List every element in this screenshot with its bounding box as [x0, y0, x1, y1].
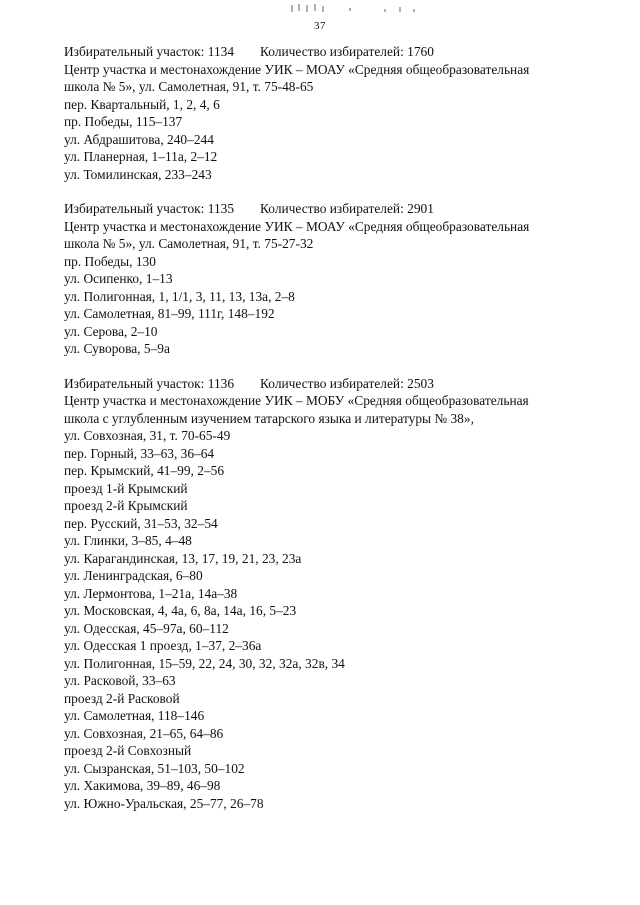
street-entry: проезд 2-й Расковой [64, 690, 180, 706]
voter-count: Количество избирателей: 1760 [260, 44, 434, 59]
street-entry: ул. Глинки, 3–85, 4–48 [64, 533, 192, 548]
voter-count: Количество избирателей: 2901 [260, 201, 434, 216]
street-entry: ул. Полигонная, 15–59, 22, 24, 30, 32, 32а, 32в, 34 [64, 655, 345, 671]
street-entry: ул. Московская, 4, 4а, 6, 8а, 14а, 16, 5–23 [64, 603, 297, 618]
station-header [64, 43, 624, 61]
street-entry: ул. Самолетная, 81–99, 111г, 148–192 [64, 306, 275, 321]
street-entry: ул. Планерная, 1–11а, 2–12 [64, 149, 218, 164]
street-entry: пер. Горный, 33–63, 36–64 [64, 445, 215, 461]
street-entry: пр. Победы, 115–137 [64, 114, 183, 129]
street-entry: ул. Совхозная, 21–65, 64–86 [64, 725, 224, 741]
street-entry: ул. Серова, 2–10 [64, 323, 158, 339]
polling-station-1136 [64, 375, 624, 813]
street-entry: ул. Полигонная, 1, 1/1, 3, 11, 13, 13а, 2–8 [64, 288, 295, 304]
street-entry: ул. Южно-Уральская, 25–77, 26–78 [64, 795, 264, 811]
street-entry: ул. Абдрашитова, 240–244 [64, 131, 214, 147]
street-entry: ул. Лермонтова, 1–21а, 14а–38 [64, 585, 238, 601]
station-number: Избирательный участок: 1135 [64, 201, 235, 216]
center-location: Центр участка и местонахождение УИК – МОАУ «Средняя общеобразовательная [64, 61, 530, 77]
street-entry: ул. Ленинградская, 6–80 [64, 568, 203, 583]
center-address: школа № 5», ул. Самолетная, 91, т. 75-27-32 [64, 236, 314, 251]
street-entry: ул. Сызранская, 51–103, 50–102 [64, 760, 245, 776]
street-entry: проезд 2-й Крымский [64, 498, 188, 513]
scan-artifact-marks [290, 3, 420, 15]
station-number: Избирательный участок: 1134 [64, 44, 235, 59]
station-header [64, 375, 624, 393]
street-entry: ул. Осипенко, 1–13 [64, 271, 173, 286]
street-entry: пер. Крымский, 41–99, 2–56 [64, 463, 225, 478]
street-entry: пр. Победы, 130 [64, 253, 156, 269]
polling-station-1135 [64, 200, 624, 358]
street-entry: ул. Суворова, 5–9а [64, 341, 170, 356]
street-entry: ул. Одесская, 45–97а, 60–112 [64, 620, 229, 636]
polling-station-1134 [64, 43, 624, 183]
street-entry: проезд 1-й Крымский [64, 480, 188, 496]
document-body [64, 43, 624, 812]
street-entry: пер. Русский, 31–53, 32–54 [64, 515, 218, 531]
street-entry: ул. Карагандинская, 13, 17, 19, 21, 23, 23а [64, 550, 302, 566]
station-number: Избирательный участок: 1136 [64, 375, 235, 391]
street-entry: пер. Квартальный, 1, 2, 4, 6 [64, 96, 220, 112]
street-entry: ул. Расковой, 33–63 [64, 673, 176, 688]
voter-count: Количество избирателей: 2503 [260, 375, 434, 391]
street-entry: ул. Одесская 1 проезд, 1–37, 2–36а [64, 638, 262, 653]
center-location: Центр участка и местонахождение УИК – МОБУ «Средняя общеобразовательная [64, 393, 529, 408]
page-number: 37 [314, 20, 326, 32]
center-location-cont: школа с углубленным изучением татарского языка и литературы № 38», [64, 410, 474, 426]
center-location: Центр участка и местонахождение УИК – МОАУ «Средняя общеобразовательная [64, 218, 530, 234]
street-entry: ул. Томилинская, 233–243 [64, 166, 212, 182]
center-address: ул. Совхозная, 31, т. 70-65-49 [64, 428, 231, 443]
center-address: школа № 5», ул. Самолетная, 91, т. 75-48-65 [64, 79, 314, 94]
street-entry: ул. Самолетная, 118–146 [64, 708, 205, 723]
street-entry: ул. Хакимова, 39–89, 46–98 [64, 778, 221, 793]
street-entry: проезд 2-й Совхозный [64, 743, 192, 758]
station-header [64, 200, 624, 218]
